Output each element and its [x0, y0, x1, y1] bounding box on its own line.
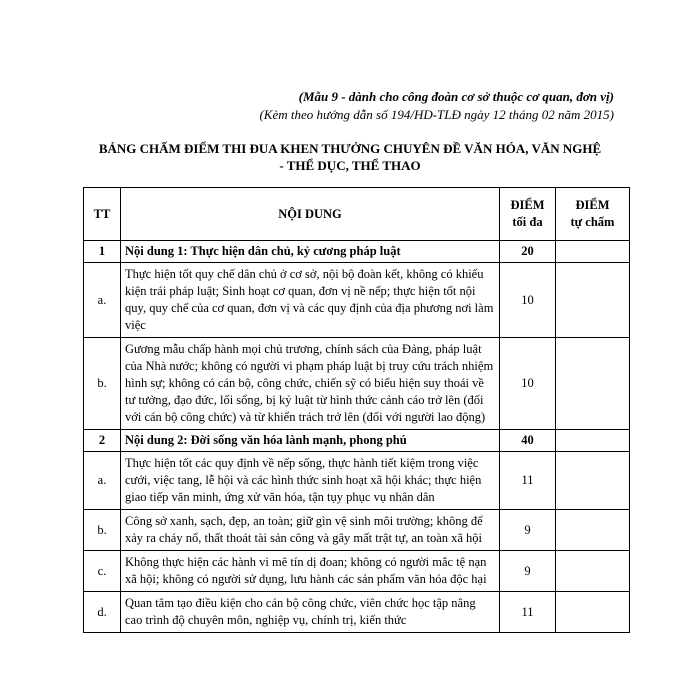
row-content: Thực hiện tốt các quy định về nếp sống, thực hành tiết kiệm trong việc cưới, việc tang, lễ hội và các hình thức sinh hoạt xã hội khác; thực hiện giao tiếp văn minh, ứng xử văn hóa, tận tụy phục vụ nhân dân [121, 452, 500, 510]
row-content: Gương mẫu chấp hành mọi chủ trương, chính sách của Đảng, pháp luật của Nhà nước; không có người vi phạm pháp luật bị truy cứu trách nhiệm hình sự; không có cán bộ, công chức, chiến sỹ có biểu hiện suy thoái về tư tưởng, đạo đức, lối sống, bị kỷ luật từ hình thức cảnh cáo trở lên (đối với cán bộ công chức) và từ khiển trách trở lên (đối với người lao động) [121, 338, 500, 430]
row-content: Thực hiện tốt quy chế dân chủ ở cơ sở, nội bộ đoàn kết, không có khiếu kiện trái pháp luật; Sinh hoạt cơ quan, đơn vị nề nếp; thực hiện tốt nội quy, quy chế của cơ quan, đơn vị và các quy định của địa phương nơi làm việc [121, 263, 500, 338]
header-tt: TT [84, 188, 121, 241]
row-tt: b. [84, 338, 121, 430]
row-content: Nội dung 2: Đời sống văn hóa lành mạnh, phong phú [121, 430, 500, 452]
header-max-line2: tối đa [512, 215, 543, 229]
scoring-table [83, 187, 630, 633]
row-max-score: 11 [500, 452, 556, 510]
row-tt: b. [84, 510, 121, 551]
row-max-score: 10 [500, 263, 556, 338]
form-note: (Mẫu 9 - dành cho công đoàn cơ sở thuộc cơ quan, đơn vị) [298, 89, 614, 104]
row-self-score[interactable] [556, 452, 630, 510]
guide-note: (Kèm theo hướng dẫn số 194/HD-TLĐ ngày 12 tháng 02 năm 2015) [259, 107, 614, 122]
row-tt: d. [84, 592, 121, 633]
row-max-score: 9 [500, 510, 556, 551]
header-max-score [500, 188, 556, 241]
document-title [60, 140, 640, 174]
row-tt: c. [84, 551, 121, 592]
header-self-line1: ĐIỂM [575, 198, 610, 212]
row-tt: a. [84, 452, 121, 510]
row-self-score[interactable] [556, 241, 630, 263]
row-content: Quan tâm tạo điều kiện cho cán bộ công chức, viên chức học tập nâng cao trình độ chuyên môn, nghiệp vụ, chính trị, kiến thức [121, 592, 500, 633]
row-max-score: 9 [500, 551, 556, 592]
row-max-score: 20 [500, 241, 556, 263]
table-row [84, 263, 630, 338]
row-self-score[interactable] [556, 510, 630, 551]
title-line-2: - THỂ DỤC, THỂ THAO [279, 158, 421, 173]
table-row [84, 452, 630, 510]
row-max-score: 40 [500, 430, 556, 452]
table-row [84, 510, 630, 551]
table-row [84, 241, 630, 263]
table-row [84, 592, 630, 633]
row-max-score: 11 [500, 592, 556, 633]
header-self-line2: tự chấm [570, 215, 615, 229]
header-content: NỘI DUNG [121, 188, 500, 241]
header-self-score [556, 188, 630, 241]
row-self-score[interactable] [556, 592, 630, 633]
table-header-row [84, 188, 630, 241]
row-content: Công sở xanh, sạch, đẹp, an toàn; giữ gìn vệ sinh môi trường; không để xảy ra cháy nổ, thất thoát tài sản công và gây mất trật tự, an toàn xã hội [121, 510, 500, 551]
table-row [84, 430, 630, 452]
row-content: Nội dung 1: Thực hiện dân chủ, kỷ cương pháp luật [121, 241, 500, 263]
title-line-1: BẢNG CHẤM ĐIỂM THI ĐUA KHEN THƯỞNG CHUYÊN ĐỀ VĂN HÓA, VĂN NGHỆ [98, 141, 602, 156]
header-max-line1: ĐIỂM [510, 198, 545, 212]
table-row [84, 338, 630, 430]
row-max-score: 10 [500, 338, 556, 430]
row-self-score[interactable] [556, 263, 630, 338]
row-self-score[interactable] [556, 551, 630, 592]
row-content: Không thực hiện các hành vi mê tín dị đoan; không có người mắc tệ nạn xã hội; không có người sử dụng, lưu hành các sản phẩm văn hóa độc hại [121, 551, 500, 592]
row-tt: 2 [84, 430, 121, 452]
table-row [84, 551, 630, 592]
row-self-score[interactable] [556, 338, 630, 430]
row-tt: a. [84, 263, 121, 338]
row-self-score[interactable] [556, 430, 630, 452]
row-tt: 1 [84, 241, 121, 263]
